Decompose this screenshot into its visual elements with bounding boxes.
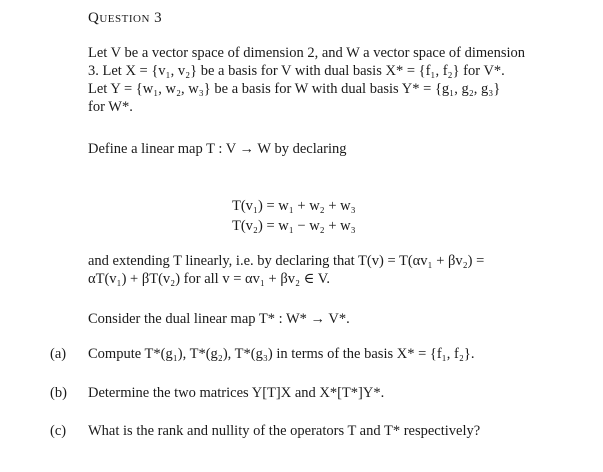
intro-line: for W*. [88,99,133,115]
extend-paragraph [88,252,518,288]
question-part-a [50,345,570,363]
part-label: (b) [50,385,67,401]
define-paragraph [88,140,518,158]
question-heading: Question 3 [88,10,163,26]
equation-line: T(v₁) = w₁ + w₂ + w₃ [232,198,356,214]
part-label: (c) [50,423,67,439]
intro-line: Let V be a vector space of dimension 2, and W a vector space of dimension [88,45,526,61]
part-text: Determine the two matrices Y[T]X and X*[T*]Y*. [88,385,385,401]
intro-line: Let Y = {w₁, w₂, w₃} be a basis for W with dual basis Y* = {g₁, g₂, g₃} [88,81,501,97]
part-text: What is the rank and nullity of the operators T and T* respectively? [88,423,481,439]
part-label: (a) [50,346,67,362]
define-line: Define a linear map T : V → W by declaring [88,141,347,157]
part-text: Compute T*(g₁), T*(g₂), T*(g₃) in terms of the basis X* = {f₁, f₂}. [88,346,475,362]
equation-line: T(v₂) = w₁ − w₂ + w₃ [232,218,356,234]
extend-line: and extending T linearly, i.e. by declaring that T(v) = T(αv₁ + βv₂) = [88,253,485,269]
equation-block [232,196,356,236]
intro-line: 3. Let X = {v₁, v₂} be a basis for V with dual basis X* = {f₁, f₂} for V*. [88,63,505,79]
question-part-b [50,384,570,402]
extend-line: αT(v₁) + βT(v₂) for all v = αv₁ + βv₂ ∈ V. [88,271,330,287]
consider-line: Consider the dual linear map T* : W* → V*. [88,311,350,327]
intro-paragraph [88,44,526,116]
consider-paragraph [88,310,518,328]
question-part-c [50,422,570,440]
